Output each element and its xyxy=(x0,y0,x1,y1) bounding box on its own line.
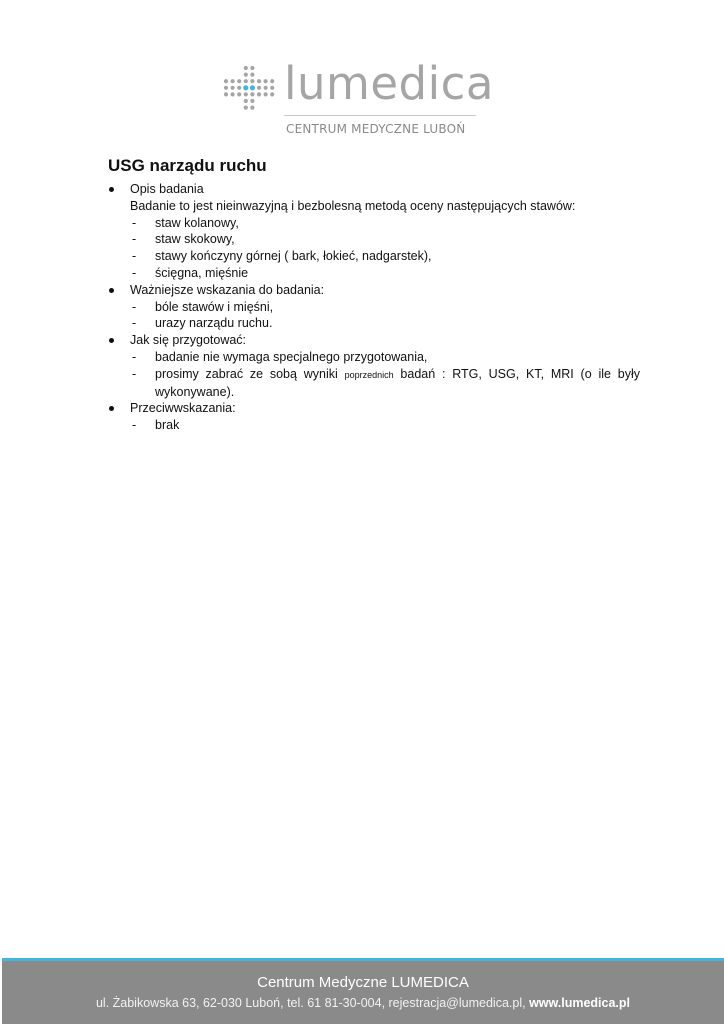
logo-dot xyxy=(231,92,235,96)
logo-dot xyxy=(237,79,241,83)
section-heading: Ważniejsze wskazania do badania: xyxy=(130,282,325,297)
logo-dot xyxy=(250,106,254,110)
logo-dot xyxy=(237,86,241,90)
section-preparation xyxy=(108,332,640,400)
logo-dot xyxy=(250,99,254,103)
logo-dot xyxy=(264,79,268,83)
logo-dot xyxy=(237,92,241,96)
dot-cross-logo-icon xyxy=(222,64,278,114)
bullet-icon xyxy=(109,338,114,343)
logo-dot xyxy=(250,92,254,96)
logo-dot xyxy=(257,79,261,83)
list-item: - badanie nie wymaga specjalnego przygotowania, xyxy=(132,349,428,364)
logo-dot xyxy=(270,79,274,83)
logo-dot xyxy=(250,73,254,77)
bullet-icon xyxy=(109,187,114,192)
list-item: - bóle stawów i mięśni, xyxy=(132,299,274,314)
logo-dot xyxy=(250,79,254,83)
section-heading: Przeciwwskazania: xyxy=(130,401,236,416)
document-body xyxy=(108,155,640,434)
logo-dot xyxy=(244,99,248,103)
list-item: - prosimy zabrać ze sobą wyniki poprzednich badań : RTG, USG, KT, MRI (o ile były wykonywane). xyxy=(132,366,640,399)
section-intro: Badanie to jest nieinwazyjną i bezbolesną metodą oceny następujących stawów: xyxy=(130,198,576,213)
section-contraindications xyxy=(108,400,640,434)
bullet-icon xyxy=(109,406,114,411)
logo-dot xyxy=(224,79,228,83)
list-item: - brak xyxy=(132,418,180,433)
footer xyxy=(2,961,724,1024)
document-title: USG narządu ruchu xyxy=(108,156,267,175)
logo-dot xyxy=(270,86,274,90)
logo-dot xyxy=(244,73,248,77)
logo-dot xyxy=(257,86,261,90)
footer-website-link[interactable]: www.lumedica.pl xyxy=(529,996,631,1010)
logo-dot xyxy=(244,106,248,110)
footer-address xyxy=(2,995,724,1011)
logo-dot xyxy=(250,66,254,70)
bullet-icon xyxy=(109,288,114,293)
logo-dot xyxy=(243,85,248,90)
logo-dot xyxy=(264,86,268,90)
logo-dot xyxy=(231,86,235,90)
list-item: - staw skokowy, xyxy=(132,232,235,247)
logo-dot xyxy=(244,92,248,96)
list-item: - staw kolanowy, xyxy=(132,215,239,230)
logo-dot xyxy=(224,86,228,90)
logo-dot xyxy=(264,92,268,96)
logo-dot xyxy=(270,92,274,96)
footer-title: Centrum Medyczne LUMEDICA xyxy=(257,974,469,991)
logo-tagline: CENTRUM MEDYCZNE LUBOŃ xyxy=(286,122,466,136)
logo-wordmark: lumedica xyxy=(284,57,494,110)
section-heading: Jak się przygotować: xyxy=(130,333,247,348)
list-item: - stawy kończyny górnej ( bark, łokieć, nadgarstek), xyxy=(132,249,432,264)
footer-address-text: ul. Żabikowska 63, 62-030 Luboń, tel. 61 81-30-004, rejestracja@lumedica.pl, xyxy=(95,996,526,1010)
logo-dot xyxy=(244,66,248,70)
section-indications xyxy=(108,282,640,332)
logo-dot xyxy=(224,92,228,96)
logo-dot xyxy=(244,79,248,83)
list-item: - ścięgna, mięśnie xyxy=(132,265,249,280)
logo-divider xyxy=(284,115,476,116)
logo-dot xyxy=(250,85,255,90)
logo-dot xyxy=(231,79,235,83)
list-item: - urazy narządu ruchu. xyxy=(132,316,273,331)
lumedica-logo xyxy=(222,57,494,142)
logo-dot xyxy=(257,92,261,96)
section-description xyxy=(108,181,640,282)
section-heading: Opis badania xyxy=(130,182,204,196)
